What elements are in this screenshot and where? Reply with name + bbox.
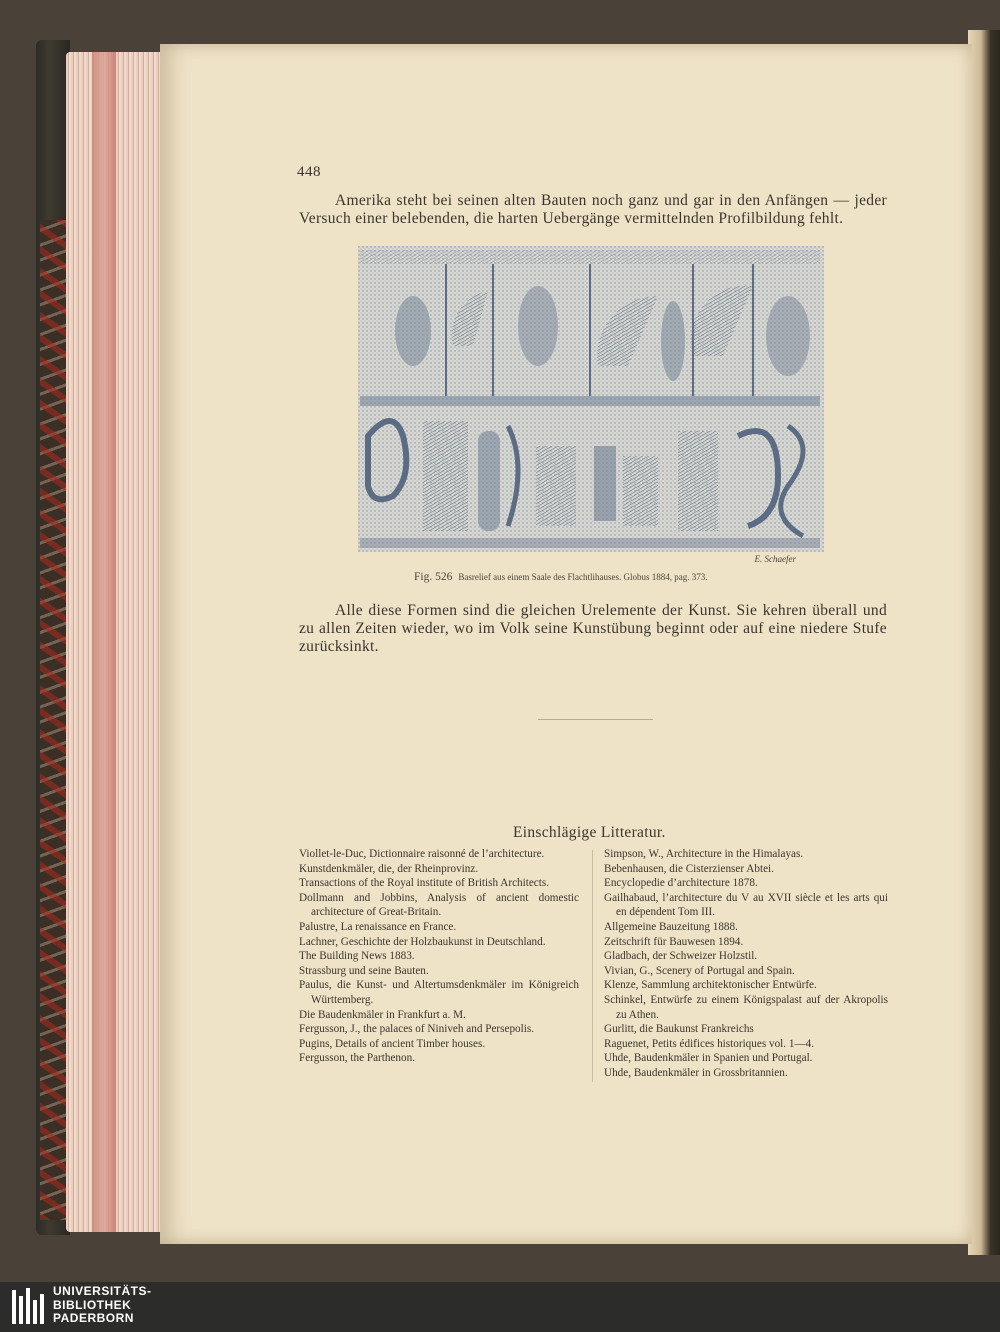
library-footer — [0, 1282, 1000, 1332]
page-number: 448 — [297, 164, 321, 180]
literature-entry: Raguenet, Petits édifices historiques vol. 1—4. — [604, 1037, 815, 1050]
literature-entry: Klenze, Sammlung architektonischer Entwürfe. — [604, 979, 817, 992]
literature-entry: Gailhabaud, l’architecture du V au XVII siècle et les arts qui en dépendent Tom III. — [604, 891, 888, 919]
literature-entry: Paulus, die Kunst- und Altertumsdenkmäler im Königreich Württemberg. — [299, 979, 579, 1006]
literature-entry: Uhde, Baudenkmäler in Spanien und Portugal. — [604, 1052, 813, 1065]
literature-entry: Fergusson, J., the palaces of Niniveh and Persepolis. — [299, 1023, 535, 1036]
page-stack-edge — [66, 52, 166, 1232]
literature-entry: The Building News 1883. — [299, 950, 415, 963]
marbled-endpaper — [40, 220, 68, 1220]
literature-entry: Viollet-le-Duc, Dictionnaire raisonné de l’architecture. — [299, 848, 545, 860]
literature-entry: Palustre, La renaissance en France. — [299, 920, 457, 933]
figure-caption — [414, 571, 834, 583]
literature-entry: Encyclopedie d’architecture 1878. — [604, 877, 758, 890]
column-divider — [592, 850, 593, 1082]
red-page-edge — [92, 52, 116, 1232]
library-logo-icon — [10, 1286, 46, 1328]
literature-entry: Simpson, W., Architecture in the Himalayas. — [604, 848, 804, 860]
literature-entry: Zeitschrift für Bauwesen 1894. — [604, 935, 744, 948]
book-page — [160, 44, 972, 1244]
literature-entry: Bebenhausen, die Cisterzienser Abtei. — [604, 862, 774, 875]
literature-entry: Allgemeine Bauzeitung 1888. — [604, 920, 738, 933]
right-page-edge — [968, 30, 1000, 1255]
relief-figure — [358, 246, 824, 566]
section-divider — [538, 719, 653, 720]
literature-entry: Fergusson, the Parthenon. — [299, 1052, 416, 1065]
logo-line: PADERBORN — [53, 1311, 134, 1325]
literature-column-left — [299, 847, 579, 1066]
literature-entry: Transactions of the Royal institute of British Architects. — [299, 877, 550, 890]
figure-caption-text: Basrelief aus einem Saale des Flachtlihauses. Globus 1884, pag. 373. — [458, 572, 708, 582]
literature-heading: Einschlägige Litteratur. — [513, 824, 666, 841]
literature-entry: Die Baudenkmäler in Frankfurt a. M. — [299, 1008, 466, 1021]
literature-entry: Kunstdenkmäler, die, der Rheinprovinz. — [299, 862, 479, 875]
logo-line: BIBLIOTHEK — [53, 1297, 132, 1312]
literature-entry: Pugins, Details of ancient Timber houses. — [299, 1037, 486, 1050]
literature-entry: Strassburg und seine Bauten. — [299, 964, 429, 977]
literature-entry: Dollmann and Jobbins, Analysis of ancient domestic architecture of Great-Britain. — [299, 891, 579, 919]
literature-entry: Uhde, Baudenkmäler in Grossbritannien. — [604, 1066, 788, 1079]
logo-line: UNIVERSITÄTS- — [53, 1284, 152, 1298]
library-logo-text — [53, 1285, 152, 1326]
literature-entry: Schinkel, Entwürfe zu einem Königspalast auf der Akropolis zu Athen. — [604, 993, 888, 1021]
literature-column-right — [604, 847, 888, 1081]
figure-label: Fig. 526 — [414, 571, 453, 583]
literature-entry: Gurlitt, die Baukunst Frankreichs — [604, 1023, 754, 1036]
artist-signature: E. Schaefer — [754, 554, 796, 564]
paragraph-intro: Amerika steht bei seinen alten Bauten noch ganz und gar in den Anfängen — jeder Versuch einer belebenden, die harten Uebergänge vermittelnden Profilbildung fehlt. — [299, 192, 887, 227]
paragraph-closing: Alle diese Formen sind die gleichen Urelemente der Kunst. Sie kehren überall und zu allen Zeiten wieder, wo im Volk seine Kunstübung beginnt oder auf eine niedere Stufe zurücksinkt. — [299, 602, 887, 655]
literature-entry: Vivian, G., Scenery of Portugal and Spain. — [604, 964, 795, 977]
literature-entry: Gladbach, der Schweizer Holzstil. — [604, 950, 758, 963]
literature-entry: Lachner, Geschichte der Holzbaukunst in Deutschland. — [299, 935, 546, 948]
